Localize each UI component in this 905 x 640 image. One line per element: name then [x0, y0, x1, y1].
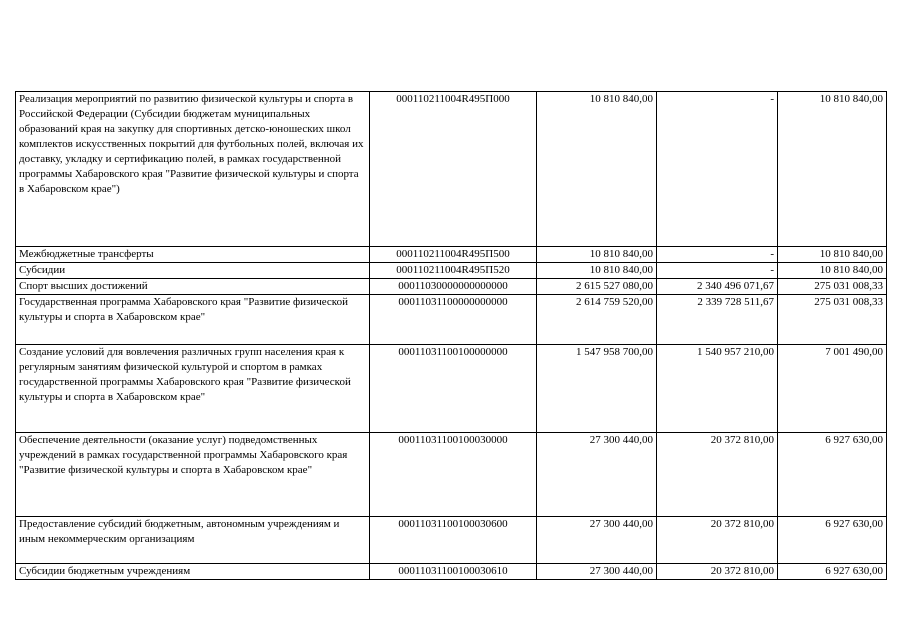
row-name-cell: Создание условий для вовлечения различных групп населения края к регулярным занятиям физической культурой и спортом в рамках государственной программы Хабаровского края "Развитие физической культуры и спорта в Хабаровском крае" — [16, 345, 370, 433]
table-row — [16, 295, 887, 345]
row-value-cell: - — [657, 92, 778, 247]
row-code-cell: 000110211004R495П500 — [370, 247, 537, 263]
row-code-cell: 00011031100000000000 — [370, 295, 537, 345]
row-value-cell: - — [657, 247, 778, 263]
table-row — [16, 92, 887, 247]
row-value-cell: 10 810 840,00 — [537, 92, 657, 247]
row-value-cell: 6 927 630,00 — [778, 564, 887, 580]
row-name-cell: Государственная программа Хабаровского края "Развитие физической культуры и спорта в Хабаровском крае" — [16, 295, 370, 345]
row-value-cell: 275 031 008,33 — [778, 295, 887, 345]
row-name-cell: Предоставление субсидий бюджетным, автономным учреждениям и иным некоммерческим организациям — [16, 517, 370, 564]
table-row — [16, 247, 887, 263]
row-value-cell: 27 300 440,00 — [537, 517, 657, 564]
row-code-cell: 000110211004R495П520 — [370, 263, 537, 279]
row-code-cell: 00011031100100000000 — [370, 345, 537, 433]
row-value-cell: - — [657, 263, 778, 279]
row-code-cell: 00011031100100030000 — [370, 433, 537, 517]
row-code-cell: 00011031100100030610 — [370, 564, 537, 580]
row-value-cell: 27 300 440,00 — [537, 433, 657, 517]
row-value-cell: 275 031 008,33 — [778, 279, 887, 295]
row-value-cell: 1 540 957 210,00 — [657, 345, 778, 433]
row-value-cell: 20 372 810,00 — [657, 433, 778, 517]
table-row — [16, 517, 887, 564]
row-value-cell: 10 810 840,00 — [537, 247, 657, 263]
row-value-cell: 2 340 496 071,67 — [657, 279, 778, 295]
row-value-cell: 2 615 527 080,00 — [537, 279, 657, 295]
row-code-cell: 00011031100100030600 — [370, 517, 537, 564]
row-value-cell: 10 810 840,00 — [778, 263, 887, 279]
table-row — [16, 433, 887, 517]
row-value-cell: 20 372 810,00 — [657, 517, 778, 564]
row-value-cell: 27 300 440,00 — [537, 564, 657, 580]
table-row — [16, 279, 887, 295]
row-value-cell: 10 810 840,00 — [778, 247, 887, 263]
row-code-cell: 00011030000000000000 — [370, 279, 537, 295]
row-value-cell: 6 927 630,00 — [778, 517, 887, 564]
row-name-cell: Межбюджетные трансферты — [16, 247, 370, 263]
row-name-cell: Обеспечение деятельности (оказание услуг) подведомственных учреждений в рамках государственной программы Хабаровского края "Развитие физической культуры и спорта в Хабаровском крае" — [16, 433, 370, 517]
row-value-cell: 7 001 490,00 — [778, 345, 887, 433]
table-row — [16, 345, 887, 433]
row-name-cell: Спорт высших достижений — [16, 279, 370, 295]
row-value-cell: 2 614 759 520,00 — [537, 295, 657, 345]
row-name-cell: Реализация мероприятий по развитию физической культуры и спорта в Российской Федерации (Субсидии бюджетам муниципальных образований края на закупку для спортивных детско-юношеских школ комплектов искусственных покрытий для футбольных полей, включая их доставку, укладку и сертификацию полей, в рамках государственной программы Хабаровского края "Развитие физической культуры и спорта в Хабаровском крае") — [16, 92, 370, 247]
row-value-cell: 1 547 958 700,00 — [537, 345, 657, 433]
row-value-cell: 10 810 840,00 — [537, 263, 657, 279]
row-name-cell: Субсидии бюджетным учреждениям — [16, 564, 370, 580]
budget-table — [15, 91, 887, 580]
row-value-cell: 10 810 840,00 — [778, 92, 887, 247]
row-value-cell: 6 927 630,00 — [778, 433, 887, 517]
row-name-cell: Субсидии — [16, 263, 370, 279]
row-value-cell: 2 339 728 511,67 — [657, 295, 778, 345]
row-value-cell: 20 372 810,00 — [657, 564, 778, 580]
table-row — [16, 263, 887, 279]
table-row — [16, 564, 887, 580]
row-code-cell: 000110211004R495П000 — [370, 92, 537, 247]
